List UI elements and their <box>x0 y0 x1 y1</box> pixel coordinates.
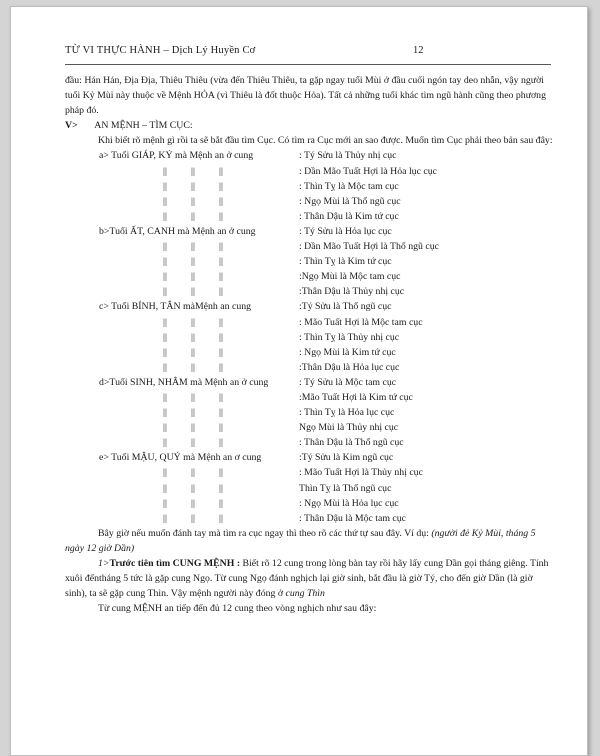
example-text: Bây giờ nếu muốn đánh tay mà tìm ra cục ngay thì theo rõ các thứ tự sau đây. Ví dụ: <box>98 527 432 539</box>
cuc-table-row <box>65 164 553 179</box>
ditto-marks <box>65 405 299 420</box>
ditto-marks <box>65 496 299 511</box>
cuc-entry: : Tý Sửu là Hỏa lục cục <box>299 225 392 237</box>
page-number: 12 <box>413 45 424 56</box>
ditto-mark: || <box>163 437 167 449</box>
running-header <box>65 45 255 56</box>
cuc-entry: : Thìn Tỵ là Thủy nhị cục <box>299 331 400 343</box>
ditto-marks <box>65 269 299 284</box>
group-label: c> Tuổi BÍNH, TÂN màMệnh an cung <box>99 301 252 313</box>
ditto-mark: || <box>191 437 195 449</box>
ditto-mark: || <box>163 482 167 494</box>
ditto-mark: || <box>163 180 167 192</box>
cuc-entry: : Ngọ Mùi là Thổ ngũ cục <box>299 195 401 207</box>
cuc-table-row <box>65 224 553 239</box>
ditto-mark: || <box>191 482 195 494</box>
cuc-entry: : Thìn Tỵ là Hỏa lục cục <box>299 407 395 419</box>
ditto-marks <box>65 254 299 269</box>
section-intro: Khi biết rõ mệnh gì rồi ta sẽ bắt đầu tìm Cục. Có tìm ra Cục mới an sao được. Muốn tìm Cục phải theo bản sau đây: <box>98 135 553 147</box>
ditto-mark: || <box>219 210 223 222</box>
ditto-mark: || <box>163 467 167 479</box>
ditto-marks <box>65 420 299 435</box>
ditto-mark: || <box>163 195 167 207</box>
cuc-table-row <box>65 315 553 330</box>
cuc-entry: :Tý Sửu là Thổ ngũ cục <box>299 301 392 313</box>
example-italic: (người đẻ Kỷ Mùi, tháng 5 ngày 12 giờ Dần) <box>65 527 536 554</box>
cuc-entry: : Mão Tuất Hợi là Mộc tam cục <box>299 316 423 328</box>
cuc-table-row <box>65 450 553 465</box>
cuc-table-row <box>65 481 553 496</box>
cuc-entry: :Thân Dậu là Thủy nhị cục <box>299 286 405 298</box>
section-heading <box>65 118 553 133</box>
ditto-mark: || <box>163 256 167 268</box>
ditto-marks <box>65 465 299 480</box>
ditto-mark: || <box>219 180 223 192</box>
cuc-entry: : Ngọ Mùi là Hỏa lục cục <box>299 497 399 509</box>
ditto-mark: || <box>219 316 223 328</box>
body-text <box>65 73 553 616</box>
cuc-table-row <box>65 299 553 314</box>
cuc-entry: :Mão Tuất Hợi là Kim tứ cục <box>299 391 413 403</box>
cuc-entry: :Ngọ Mùi là Mộc tam cục <box>299 271 401 283</box>
cuc-table-row <box>65 435 553 450</box>
group-label: e> Tuổi MẬU, QUÝ mà Mệnh an ơ cung <box>99 452 262 464</box>
cuc-table-row <box>65 390 553 405</box>
closing-paragraph: Từ cung MỆNH an tiếp đến đủ 12 cung theo vòng nghịch như sau đây: <box>98 603 377 615</box>
ditto-mark: || <box>219 331 223 343</box>
cuc-entry: : Thìn Tỵ là Kim tứ cục <box>299 256 392 268</box>
cuc-entry: Ngọ Mùi là Thủy nhị cục <box>299 422 399 434</box>
cuc-entry: : Tý Sửu là Mộc tam cục <box>299 376 397 388</box>
ditto-marks <box>65 239 299 254</box>
section-label: V> <box>65 120 78 132</box>
cuc-table-row <box>65 375 553 390</box>
cuc-table-row <box>65 511 553 526</box>
ditto-mark: || <box>219 256 223 268</box>
document-page <box>10 6 588 756</box>
ditto-mark: || <box>219 346 223 358</box>
ditto-mark: || <box>191 241 195 253</box>
cuc-entry: :Thân Dậu là Hỏa lục cục <box>299 361 400 373</box>
ditto-marks <box>65 179 299 194</box>
example-paragraph <box>65 526 553 556</box>
cuc-table-row <box>65 239 553 254</box>
ditto-mark: || <box>163 286 167 298</box>
cuc-table-row <box>65 330 553 345</box>
cuc-table-row <box>65 420 553 435</box>
ditto-mark: || <box>219 391 223 403</box>
cuc-entry: : Dần Mão Tuất Hợi là Thổ ngũ cục <box>299 241 439 253</box>
ditto-mark: || <box>219 271 223 283</box>
ditto-mark: || <box>163 361 167 373</box>
cuc-table-row <box>65 194 553 209</box>
cuc-table-row <box>65 254 553 269</box>
ditto-mark: || <box>219 497 223 509</box>
ditto-marks <box>65 194 299 209</box>
ditto-mark: || <box>163 331 167 343</box>
ditto-mark: || <box>163 210 167 222</box>
cuc-entry: : Thân Dậu là Kim tứ cục <box>299 210 399 222</box>
ditto-mark: || <box>163 497 167 509</box>
ditto-mark: || <box>219 195 223 207</box>
cuc-table-row <box>65 360 553 375</box>
ditto-marks <box>65 345 299 360</box>
step1-text: Biết rõ 12 cung trong lòng bàn tay rồi hãy lấy cung Dần gọi tháng giêng. Tính xuôi đếntháng 5 tức là gặp cung Ngọ. Từ cung Ngọ đánh nghịch lại giờ sinh, bắt đầu là giờ Tý, cho đến giờ Dần (là giờ sinh), ta sẽ gặp cung Thìn. Vậy mệnh người này đóng ở <box>65 558 549 600</box>
ditto-mark: || <box>191 391 195 403</box>
ditto-mark: || <box>163 165 167 177</box>
cuc-table-row <box>65 465 553 480</box>
step1-paragraph <box>65 556 553 601</box>
ditto-mark: || <box>219 467 223 479</box>
header-rule <box>65 64 551 65</box>
cuc-table-row <box>65 405 553 420</box>
step1-bold: Trước tiên tìm CUNG MỆNH : <box>109 558 241 569</box>
ditto-mark: || <box>191 271 195 283</box>
ditto-mark: || <box>163 241 167 253</box>
ditto-marks <box>65 315 299 330</box>
ditto-mark: || <box>191 286 195 298</box>
ditto-marks <box>65 435 299 450</box>
cuc-entry: : Mão Tuất Hợi là Thủy nhị cục <box>299 467 423 479</box>
ditto-marks <box>65 360 299 375</box>
group-label: b>Tuổi ẤT, CANH mà Mệnh an ở cung <box>99 225 256 237</box>
cuc-entry: :Tý Sửu là Kim ngũ cục <box>299 452 394 464</box>
cuc-entry: : Thân Dậu là Thổ ngũ cục <box>299 437 404 449</box>
ditto-mark: || <box>163 391 167 403</box>
group-label: d>Tuổi SINH, NHÂM mà Mệnh an ở cung <box>99 376 269 388</box>
ditto-mark: || <box>219 241 223 253</box>
cuc-entry: : Thân Dậu là Mộc tam cục <box>299 512 407 524</box>
ditto-mark: || <box>219 165 223 177</box>
ditto-marks <box>65 511 299 526</box>
ditto-marks <box>65 209 299 224</box>
ditto-mark: || <box>191 467 195 479</box>
ditto-mark: || <box>219 437 223 449</box>
ditto-mark: || <box>191 256 195 268</box>
ditto-mark: || <box>163 271 167 283</box>
ditto-mark: || <box>219 512 223 524</box>
group-label: a> Tuổi GIÁP, KỶ mà Mệnh an ở cung <box>99 150 254 162</box>
cuc-table-row <box>65 496 553 511</box>
header-title: TỪ VI THỰC HÀNH – Dịch Lý Huyền Cơ <box>65 45 256 56</box>
ditto-mark: || <box>163 422 167 434</box>
cuc-table-row <box>65 209 553 224</box>
ditto-marks <box>65 330 299 345</box>
cuc-table-row <box>65 345 553 360</box>
ditto-mark: || <box>191 361 195 373</box>
ditto-mark: || <box>219 422 223 434</box>
cuc-entry: : Tý Sửu là Thủy nhị cục <box>299 150 397 162</box>
cuc-table <box>65 148 553 525</box>
intro-paragraph: đầu: Hán Hán, Địa Địa, Thiêu Thiêu (vừa đến Thiêu Thiêu, ta gặp ngay tuổi Mùi ở đầu cuối ngón tay deo nhẫn, vậy người tuổi Kỷ Mùi này thuộc về Mệnh HỎA (vì Thiêu là đốt thuộc Hỏa). Tất cả những tuổi khác tìm ngũ hành cũng theo phương pháp đó. <box>65 75 546 117</box>
ditto-mark: || <box>219 407 223 419</box>
ditto-mark: || <box>191 210 195 222</box>
ditto-mark: || <box>191 407 195 419</box>
ditto-marks <box>65 481 299 496</box>
step1-prefix: 1> <box>98 558 110 569</box>
cuc-entry: Thìn Tỵ là Thổ ngũ cục <box>299 482 392 494</box>
ditto-mark: || <box>163 512 167 524</box>
ditto-marks <box>65 284 299 299</box>
cuc-table-row <box>65 269 553 284</box>
ditto-mark: || <box>191 497 195 509</box>
ditto-mark: || <box>219 482 223 494</box>
cuc-entry: : Dần Mão Tuất Hợi là Hỏa lục cục <box>299 165 437 177</box>
cuc-table-row <box>65 179 553 194</box>
ditto-mark: || <box>163 346 167 358</box>
cuc-entry: : Thìn Tỵ là Mộc tam cục <box>299 180 399 192</box>
ditto-marks <box>65 390 299 405</box>
ditto-mark: || <box>191 165 195 177</box>
ditto-mark: || <box>191 316 195 328</box>
ditto-mark: || <box>191 512 195 524</box>
ditto-mark: || <box>219 286 223 298</box>
cuc-table-row <box>65 284 553 299</box>
ditto-mark: || <box>191 331 195 343</box>
cuc-entry: : Ngọ Mùi là Kim tứ cục <box>299 346 396 358</box>
ditto-mark: || <box>219 361 223 373</box>
ditto-mark: || <box>163 316 167 328</box>
step1-italic: cung Thìn <box>285 588 325 600</box>
ditto-mark: || <box>163 407 167 419</box>
ditto-mark: || <box>191 346 195 358</box>
ditto-mark: || <box>191 180 195 192</box>
ditto-mark: || <box>191 422 195 434</box>
cuc-table-row <box>65 148 553 163</box>
section-title: AN MỆNH – TÌM CỤC: <box>94 120 193 132</box>
ditto-mark: || <box>191 195 195 207</box>
ditto-marks <box>65 164 299 179</box>
